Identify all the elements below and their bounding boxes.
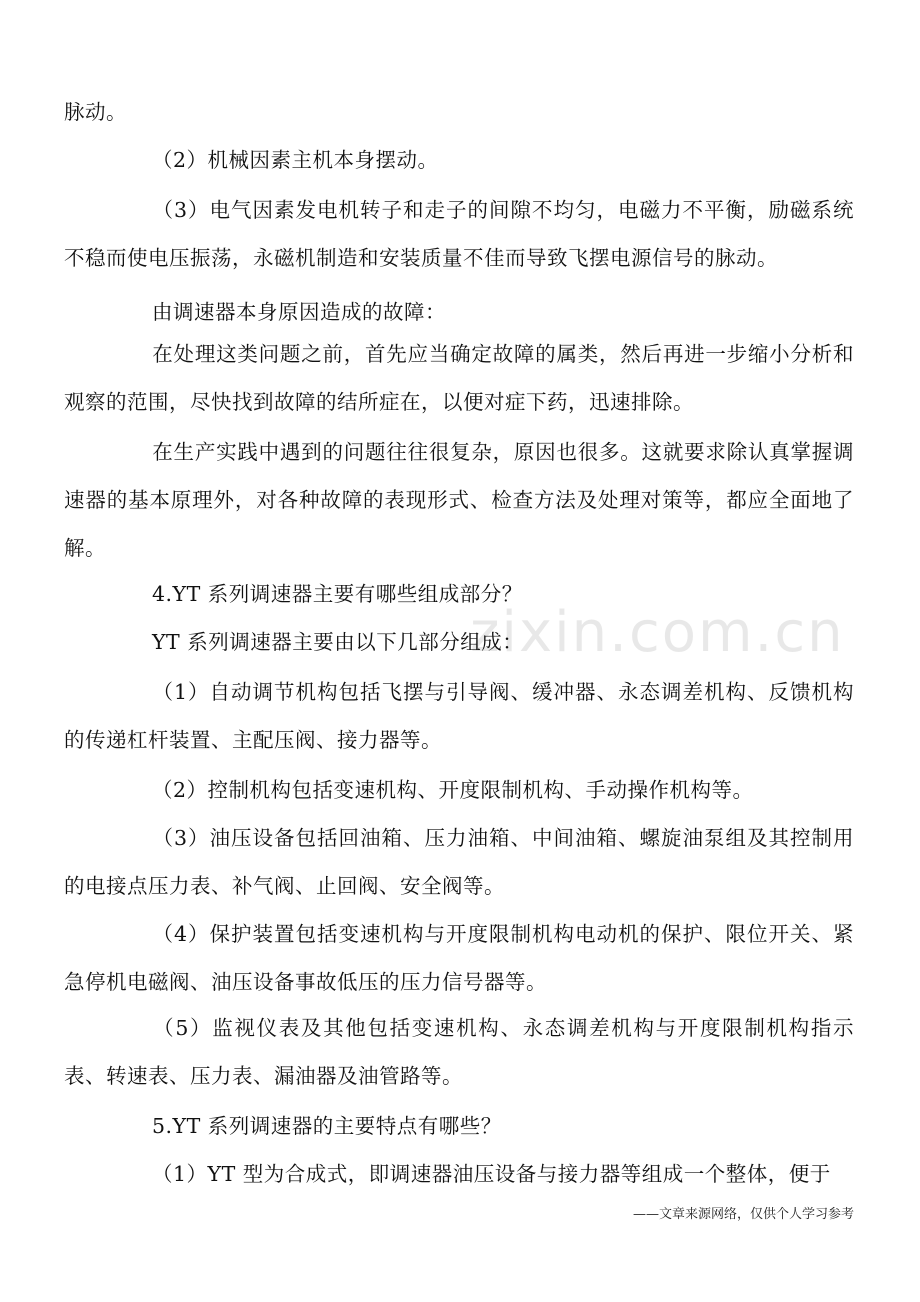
paragraph: （2）机械因素主机本身摆动。: [152, 148, 439, 172]
section-heading: 5.YT 系列调速器的主要特点有哪些？: [152, 1114, 502, 1138]
list-item: （5）监视仪表及其他包括变速机构、永态调差机构与开度限制机构指示表、转速表、压力表、漏油器及油管路等。: [64, 1016, 854, 1088]
paragraph: 由调速器本身原因造成的故障：: [152, 300, 446, 324]
paragraph: 在生产实践中遇到的问题往往很复杂，原因也很多。这就要求除认真掌握调速器的基本原理外，对各种故障的表现形式、检查方法及处理对策等，都应全面地了解。: [64, 440, 854, 560]
page-footer: ——文章来源网络，仅供个人学习参考: [632, 1207, 854, 1222]
paragraph: YT 系列调速器主要由以下几部分组成：: [152, 630, 524, 654]
watermark: zixin.com.cn: [470, 600, 845, 665]
list-item: （1）自动调节机构包括飞摆与引导阀、缓冲器、永态调差机构、反馈机构的传递杠杆装置、主配压阀、接力器等。: [64, 680, 854, 752]
paragraph: 在处理这类问题之前，首先应当确定故障的属类，然后再进一步缩小分析和观察的范围，尽快找到故障的结所症在，以便对症下药，迅速排除。: [64, 342, 854, 414]
list-item: （4）保护装置包括变速机构与开度限制机构电动机的保护、限位开关、紧急停机电磁阀、油压设备事故低压的压力信号器等。: [64, 922, 854, 994]
list-item: （2）控制机构包括变速机构、开度限制机构、手动操作机构等。: [152, 778, 754, 802]
paragraph: 脉动。: [64, 100, 127, 124]
paragraph: （3）电气因素发电机转子和走子的间隙不均匀，电磁力不平衡，励磁系统不稳而使电压振荡，永磁机制造和安装质量不佳而导致飞摆电源信号的脉动。: [64, 198, 854, 270]
list-item: （1）YT 型为合成式，即调速器油压设备与接力器等组成一个整体，便于: [152, 1162, 831, 1186]
list-item: （3）油压设备包括回油箱、压力油箱、中间油箱、螺旋油泵组及其控制用的电接点压力表、补气阀、止回阀、安全阀等。: [64, 826, 854, 898]
section-heading: 4.YT 系列调速器主要有哪些组成部分？: [152, 582, 523, 606]
